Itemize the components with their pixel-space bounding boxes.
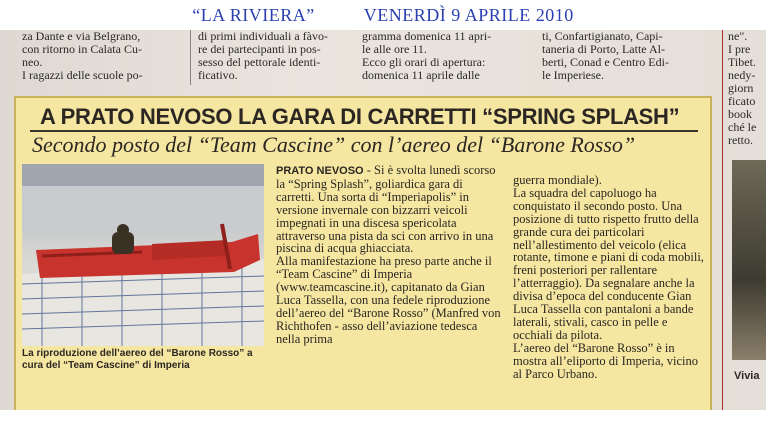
text-line: sesso del pettorale identi- (198, 55, 321, 69)
article-column-2 (513, 174, 709, 381)
text-line: domenica 11 aprile dalle (362, 68, 480, 82)
text-line: ficato (728, 94, 756, 108)
paragraph: Alla manifestazione ha preso parte anche il “Team Cascine” di Imperia (www.teamcascine.it), capitanato da Gian Luca Tassella, con una fedele riproduzione dell’aereo del “Barone Rosso” (Manfred von Richthofen - asso dell’aviazione tedesca nella prima (276, 254, 501, 346)
text-line: Ecco gli orari di apertura: (362, 55, 486, 69)
adjacent-photo (732, 160, 766, 360)
newspaper-page (0, 30, 766, 410)
text-line: I ragazzi delle scuole po- (22, 68, 143, 82)
article-column-1 (276, 164, 504, 346)
text-line: di primi individuali a fàvo- (198, 30, 328, 43)
text-line: ti, Confartigianato, Capi- (542, 30, 663, 43)
text-line: retto. (728, 133, 753, 147)
article-headline: A PRATO NEVOSO LA GARA DI CARRETTI “SPRING SPLASH” (40, 104, 680, 129)
photo-caption: La riproduzione dell’aereo del “Barone Rosso” a cura del “Team Cascine” di Imperia (22, 348, 253, 371)
text-line: ficativo. (198, 68, 238, 82)
snow-scene-image (22, 164, 264, 346)
text-line: le Imperiese. (542, 68, 604, 82)
text-line: con ritorno in Calata Cu- (22, 42, 142, 56)
adjacent-article (728, 30, 766, 410)
column-divider (190, 30, 191, 85)
text-line: Tibet. (728, 55, 756, 69)
top-column-3 (362, 30, 532, 82)
text-line: gramma domenica 11 apri- (362, 30, 492, 43)
article-subhead: Secondo posto del “Team Cascine” con l’aereo del “Barone Rosso” (32, 132, 636, 157)
text-line: neo. (22, 55, 43, 69)
paragraph: L’aereo del “Barone Rosso” è in mostra all’eliporto di Imperia, vicino al Parco Urbano. (513, 340, 699, 381)
top-column-1 (22, 30, 192, 82)
text-line: taneria di Porto, Latte Al- (542, 42, 665, 56)
text-line: ché le (728, 120, 757, 134)
text-line: re dei partecipanti in pos- (198, 42, 321, 56)
text-line: ne". (728, 30, 748, 43)
paragraph: guerra mondiale). (513, 173, 602, 187)
text-line: book (728, 107, 752, 121)
article-photo (22, 164, 264, 346)
text-line: le alle ore 11. (362, 42, 427, 56)
text-line: za Dante e via Belgrano, (22, 30, 141, 43)
article-box (14, 96, 712, 410)
masthead (0, 0, 766, 30)
adjacent-photo-caption: Vivia (734, 370, 760, 382)
dateline: PRATO NEVOSO (276, 165, 364, 177)
issue-date: VENERDÌ 9 APRILE 2010 (363, 5, 574, 25)
text-line: berti, Conad e Centro Edi- (542, 55, 669, 69)
paragraph (276, 164, 504, 255)
newspaper-name: “LA RIVIERA” (192, 5, 315, 25)
paragraph-text: - Si è svolta lunedì scorso la “Spring Splash”, goliardica gara di carretti. Una sorta di “Imperiapolis” in versione invernale con bizzarri veicoli impegnati in una discesa spericolata attraverso una pista da sci con arrivo in una piscina di acqua ghiacciata. (276, 163, 496, 256)
paragraph: La squadra del capoluogo ha conquistato il secondo posto. Una posizione di tutto rispetto frutto della grande cura dei particolari nell’allestimento del veicolo (elica rotante, timone e piani di coda mobili, freni posteriori per rallentare l’atterraggio). Da segnalare anche la divisa d’epoca del conducente Gian Luca Tassella con pantaloni a bande laterali, stivali, casco in pelle e occhiali da pilota. (513, 185, 704, 342)
text-line: I pre (728, 42, 751, 56)
page-bottom-margin (0, 410, 766, 439)
text-line: giorn (728, 81, 754, 95)
top-column-2 (198, 30, 358, 82)
text-line: nedy- (728, 68, 756, 82)
top-column-4 (542, 30, 717, 82)
page-edge-divider (722, 30, 723, 410)
